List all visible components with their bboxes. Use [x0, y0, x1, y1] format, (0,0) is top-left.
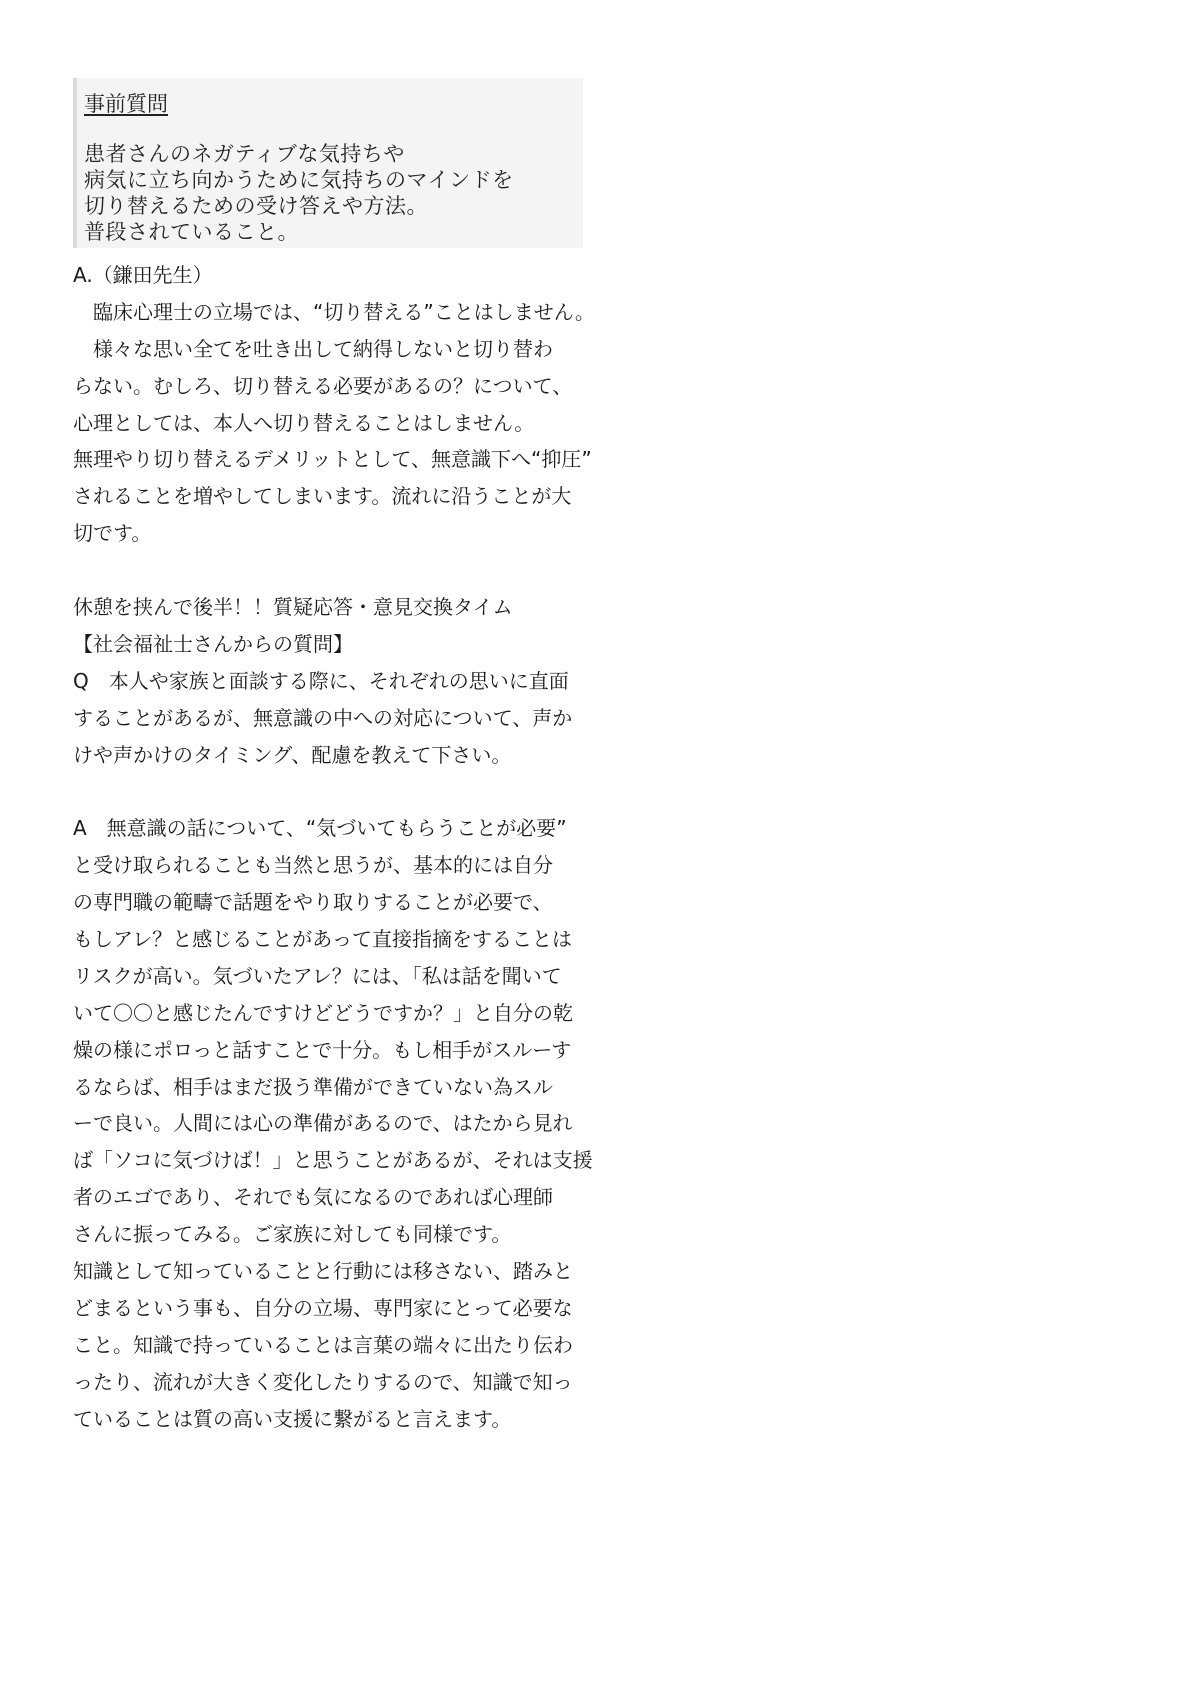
pre-question-line: 普段されていること。 [84, 220, 299, 244]
answer-line: ば「ソコに気づけば！」と思うことがあるが、それは支援 [73, 1148, 593, 1173]
answer-heading: A.（鎌田先生） [73, 263, 213, 287]
pre-question-line: 病気に立ち向かうために気持ちのマインドを [84, 168, 514, 192]
answer-line: 燥の様にポロっと話すことで十分。もし相手がスルーす [73, 1037, 572, 1062]
body-line: 切です。 [73, 521, 152, 546]
answer-line: いて〇〇と感じたんですけどどうですか？」と自分の乾 [73, 1000, 573, 1025]
answer-line: ーで良い。人間には心の準備があるので、はたから見れ [73, 1111, 573, 1136]
answer-line: もしアレ？と感じることがあって直接指摘をすることは [73, 927, 572, 952]
body-line: されることを増やしてしまいます。流れに沿うことが大 [73, 484, 572, 509]
answer-line: の専門職の範疇で話題をやり取りすることが必要で、 [73, 890, 553, 915]
question-line: Q 本人や家族と面談する際に、それぞれの思いに直面 [73, 668, 569, 693]
body-line: 無理やり切り替えるデメリットとして、無意識下へ“抑圧” [73, 447, 592, 472]
body-line: 心理としては、本人へ切り替えることはしません。 [73, 410, 535, 435]
pre-question-line: 切り替えるための受け答えや方法。 [84, 194, 428, 218]
body-text [73, 257, 613, 1438]
answer-line: 知識として知っていることと行動には移さない、踏みと [73, 1259, 573, 1284]
answer-line: と受け取られることも当然と思うが、基本的には自分 [73, 853, 553, 878]
question-line: することがあるが、無意識の中への対応について、声か [73, 705, 573, 730]
answer-line: ていることは質の高い支援に繋がると言えます。 [73, 1406, 512, 1431]
question-source-heading: 【社会福祉士さんからの質問】 [73, 631, 353, 656]
answer-line: ったり、流れが大きく変化したりするので、知識で知っ [73, 1369, 573, 1394]
question-line: けや声かけのタイミング、配慮を教えて下さい。 [73, 742, 512, 767]
blank-line [73, 552, 613, 589]
section-heading: 休憩を挟んで後半！！質疑応答・意見交換タイム [73, 595, 513, 620]
answer-line: 者のエゴであり、それでも気になるのであれば心理師 [73, 1185, 553, 1210]
answer-line: さんに振ってみる。ご家族に対しても同様です。 [73, 1222, 512, 1247]
body-line: 臨床心理士の立場では、“切り替える”ことはしません。 [73, 299, 595, 324]
body-line: らない。むしろ、切り替える必要があるの？について、 [73, 373, 573, 398]
pre-question-line: 患者さんのネガティブな気持ちや [84, 142, 405, 166]
pre-question-text [84, 141, 584, 245]
body-line: 様々な思い全てを吐き出して納得しないと切り替わ [73, 336, 553, 361]
pre-question-title: 事前質問 [84, 92, 168, 116]
answer-line: どまるという事も、自分の立場、専門家にとって必要な [73, 1295, 573, 1320]
answer-line: るならば、相手はまだ扱う準備ができていない為スル [73, 1074, 553, 1099]
answer-line: こと。知識で持っていることは言葉の端々に出たり伝わ [73, 1332, 573, 1357]
blank-line [73, 773, 613, 810]
answer-line: リスクが高い。気づいたアレ？には、「私は話を聞いて [73, 963, 562, 988]
answer-line: A 無意識の話について、“気づいてもらうことが必要” [73, 816, 567, 841]
